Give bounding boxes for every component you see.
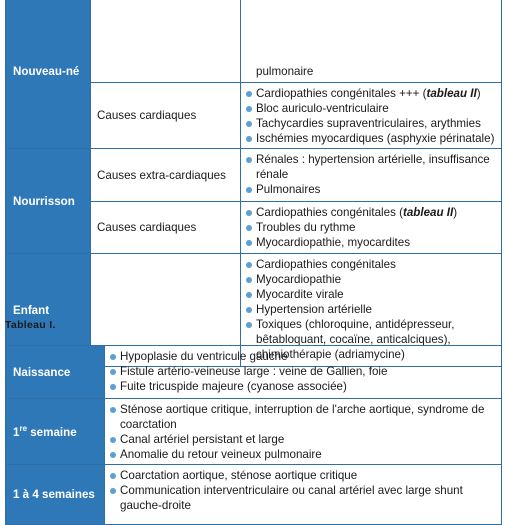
list-item-text: Hypoplasie du ventricule gauche xyxy=(120,350,288,363)
list-item-text: Fuite tricuspide majeure (cyanose associée) xyxy=(120,380,347,393)
list-item-text: Fistule artério-veineuse large : veine de Gallien, foie xyxy=(120,365,388,378)
list-item xyxy=(245,101,497,116)
list-cell xyxy=(105,346,502,399)
bullet-list xyxy=(105,346,501,396)
list-item xyxy=(109,483,497,513)
list-item-text: Cardiopathies congénitales ( xyxy=(256,206,403,219)
list-item xyxy=(245,235,497,250)
list-item xyxy=(109,447,497,462)
list-item xyxy=(109,468,497,483)
age-table xyxy=(5,345,502,525)
list-item-text: Ischémies myocardiques (asphyxie périnatale) xyxy=(256,132,495,145)
list-item-text-end: ) xyxy=(453,206,458,219)
list-cell xyxy=(241,202,502,254)
table-row xyxy=(6,399,502,465)
table-caption: Tableau I. xyxy=(5,319,56,331)
row-header-label: Nouveau-né xyxy=(13,65,80,78)
list-item-text-end: ) xyxy=(476,87,481,100)
list-item xyxy=(109,349,497,364)
bullet-list xyxy=(105,399,501,464)
list-item-text: Canal artériel persistant et large xyxy=(120,433,285,446)
row-header-first-week xyxy=(6,399,105,465)
list-item xyxy=(245,131,497,146)
list-item xyxy=(245,272,497,287)
table-row xyxy=(6,346,502,399)
list-item-text: Myocardiopathie, myocardites xyxy=(256,236,411,249)
list-item-text: Myocardiopathie xyxy=(256,273,342,286)
cut-item: pulmonaire xyxy=(256,65,314,78)
table-row xyxy=(6,0,502,83)
list-item xyxy=(245,116,497,131)
row-header-label: Enfant xyxy=(13,303,50,317)
row-header-label xyxy=(13,426,77,439)
bullet-list xyxy=(241,83,501,148)
bullet-list xyxy=(241,202,501,252)
header-rest: semaine xyxy=(27,425,77,439)
cause-label-cardiac-newborn: Causes cardiaques xyxy=(91,83,241,149)
row-header-infant xyxy=(6,149,91,254)
list-item-text: Cardiopathies congénitales +++ ( xyxy=(256,87,427,100)
list-item xyxy=(109,402,497,432)
list-item-text: Cardiopathies congénitales xyxy=(256,258,396,271)
table-reference: tableau II xyxy=(426,87,477,100)
list-cell xyxy=(105,399,502,465)
row-header-label: 1 à 4 semaines xyxy=(13,488,95,501)
list-cell xyxy=(241,149,502,202)
list-item xyxy=(245,302,497,317)
row-header-label: Naissance xyxy=(13,365,71,379)
list-item-text: Toxiques (chloroquine, antidépresseur, bêtabloquant, cocaïne, anticalciques), chimiothérapie (adriamycine) xyxy=(256,318,455,361)
list-item-text: Communication interventriculaire ou canal artériel avec large shunt gauche-droite xyxy=(120,484,463,512)
row-header-birth xyxy=(6,346,105,399)
bullet-list xyxy=(105,465,501,515)
table-reference: tableau II xyxy=(402,206,454,219)
table-row xyxy=(6,149,502,202)
bullet-list xyxy=(241,149,501,199)
list-item xyxy=(245,287,497,302)
cause-label-cardiac-infant: Causes cardiaques xyxy=(91,202,241,254)
cut-cell xyxy=(241,0,502,83)
list-item xyxy=(109,379,497,394)
header-number: 1 xyxy=(13,425,20,439)
list-item-text: Rénales : hypertension artérielle, insuffisance rénale xyxy=(256,153,490,181)
list-item xyxy=(109,364,497,379)
list-item xyxy=(245,257,497,272)
list-item-text: Myocardite virale xyxy=(256,288,344,301)
cause-label-extracardiac: Causes extra-cardiaques xyxy=(91,149,241,202)
list-item xyxy=(245,182,497,197)
list-item-text: Sténose aortique critique, interruption de l'arche aortique, syndrome de coarctation xyxy=(120,403,485,431)
list-item xyxy=(109,432,497,447)
list-item-text: Hypertension artérielle xyxy=(256,303,372,316)
list-item-text: Troubles du rythme xyxy=(256,221,356,234)
empty-cell xyxy=(91,0,241,83)
etiology-table xyxy=(5,0,502,367)
list-item-text: Anomalie du retour veineux pulmonaire xyxy=(120,448,322,461)
list-item xyxy=(245,152,497,182)
list-item-text: Pulmonaires xyxy=(256,183,321,196)
row-header-label: Nourrisson xyxy=(13,194,75,208)
list-item xyxy=(245,86,497,101)
list-cell xyxy=(241,83,502,149)
header-superscript: re xyxy=(19,424,28,434)
list-item xyxy=(245,220,497,235)
list-item-text: Tachycardies supraventriculaires, arythmies xyxy=(256,117,481,130)
list-item xyxy=(245,205,497,220)
row-header-newborn xyxy=(6,0,91,149)
list-item-text: Bloc auriculo-ventriculaire xyxy=(256,102,389,115)
list-item-text: Coarctation aortique, sténose aortique critique xyxy=(120,469,358,482)
